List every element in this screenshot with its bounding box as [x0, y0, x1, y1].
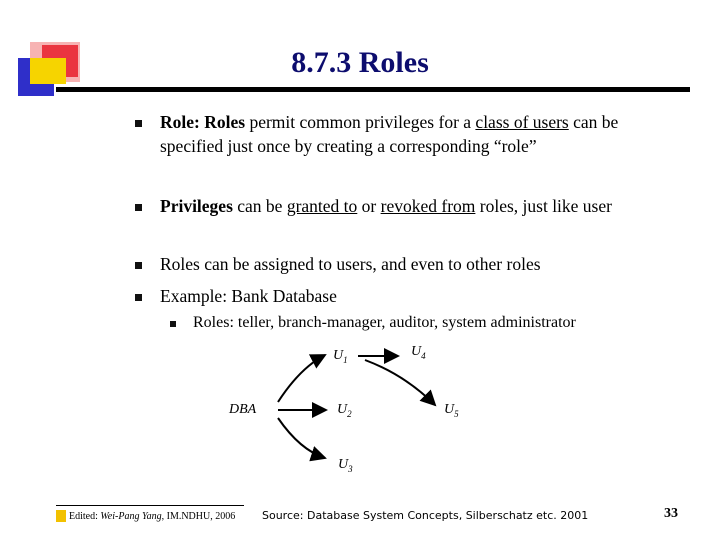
- node-u5-subscript: 5: [454, 408, 459, 419]
- bullet-example: Example: Bank Database: [160, 286, 337, 306]
- node-u4-subscript: 4: [421, 350, 426, 361]
- underlined-revoked-from: revoked from: [380, 196, 476, 216]
- node-dba: [229, 402, 256, 418]
- bullet-text: permit common privileges for a: [245, 112, 476, 132]
- node-u2-label: U: [337, 402, 348, 417]
- underlined-granted-to: granted to: [286, 196, 358, 216]
- bullet-text: roles, just like user: [475, 196, 612, 216]
- node-u2: [337, 402, 352, 422]
- footer-edited-label: Edited:: [69, 511, 101, 522]
- node-u1-label: U: [333, 348, 344, 363]
- bullet-text: can be: [232, 196, 287, 216]
- bullet-roles-assigned: Roles can be assigned to users, and even to other roles: [160, 254, 541, 274]
- footer-divider: [56, 505, 244, 506]
- underlined-class-of-users: class of users: [475, 112, 569, 132]
- footer-org: , IM.NDHU, 2006: [161, 511, 236, 522]
- term-role: Role:: [160, 112, 200, 132]
- term-roles: Roles: [204, 112, 246, 132]
- page-number: 33: [664, 506, 678, 521]
- bullet-text: can be specified just once by creating a corresponding “role”: [160, 112, 619, 156]
- edge-dba-u3: [278, 418, 325, 458]
- sub-bullet-roles-list: Roles: teller, branch-manager, auditor, system administrator: [193, 314, 576, 331]
- node-u3-subscript: 3: [348, 463, 353, 474]
- bullet-text: or: [357, 196, 381, 216]
- footer-credit: [69, 510, 235, 524]
- node-u4: [411, 344, 426, 364]
- node-u3: [338, 457, 353, 477]
- node-u1-subscript: 1: [343, 354, 348, 365]
- page-title: 8.7.3 Roles: [291, 46, 429, 79]
- footer-author: Wei-Pang Yang: [100, 511, 162, 522]
- footer-source: Source: Database System Concepts, Silberschatz etc. 2001: [262, 509, 589, 522]
- node-dba-label: DBA: [229, 402, 257, 417]
- node-u2-subscript: 2: [347, 408, 352, 419]
- node-u4-label: U: [411, 344, 422, 359]
- node-u5: [444, 402, 459, 422]
- edge-dba-u1: [278, 355, 325, 402]
- node-u3-label: U: [338, 457, 349, 472]
- node-u1: [333, 348, 348, 368]
- edge-u4-u5: [365, 360, 435, 405]
- term-privileges: Privileges: [160, 196, 233, 216]
- node-u5-label: U: [444, 402, 455, 417]
- footer-yellow-marker: [56, 510, 66, 522]
